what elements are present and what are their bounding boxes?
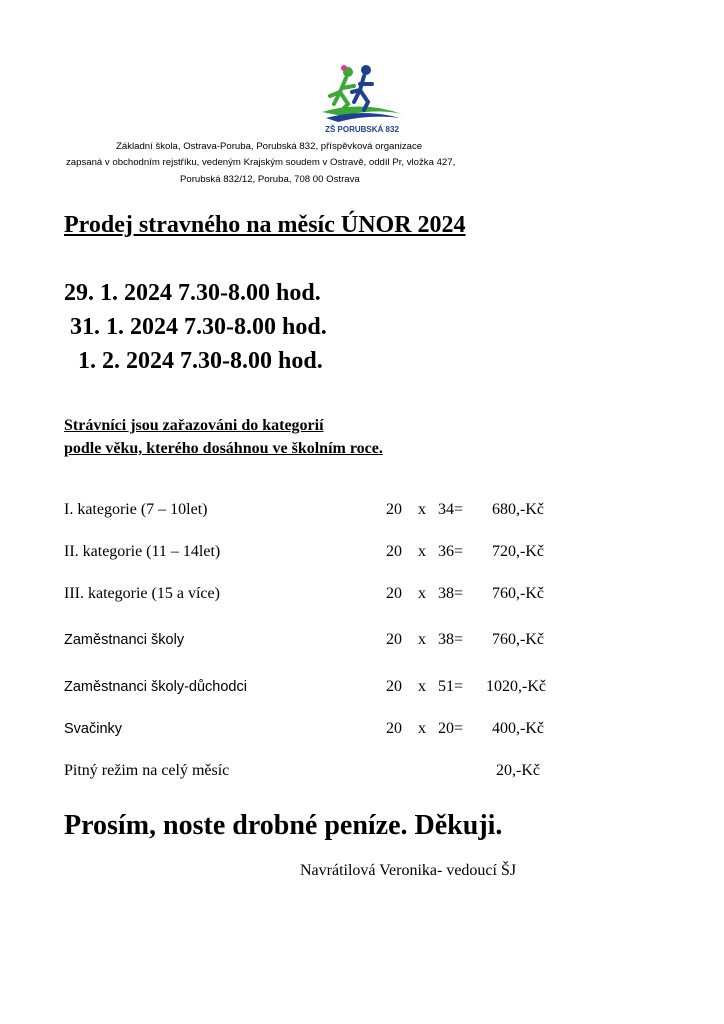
price-category: Pitný režim na celý měsíc [64,762,230,779]
price-rate: 38= [438,585,464,602]
price-rate: 36= [438,543,464,560]
price-days: 20 [386,631,402,648]
price-category: III. kategorie (15 a více) [64,585,220,602]
price-rate: 38= [438,631,464,648]
header-line-1: Základní škola, Ostrava-Poruba, Porubská 832, příspěvková organizace [116,141,423,152]
sale-date-3: 1. 2. 2024 7.30-8.00 hod. [78,348,323,374]
price-times: x [418,720,426,737]
runners-logo-icon [318,62,406,138]
price-total: 20,-Kč [496,762,540,779]
price-row [0,543,724,567]
price-category: Svačinky [64,721,123,737]
price-total: 760,-Kč [492,585,544,602]
price-times: x [418,678,426,695]
header-line-2: zapsaná v obchodním rejstříku, vedeným Krajským soudem v Ostravě, oddíl Pr, vložka 427, [66,157,456,168]
category-note-line-2: podle věku, kterého dosáhnou ve školním roce. [64,440,383,457]
price-row [0,631,724,655]
signature: Navrátilová Veronika- vedoucí ŠJ [300,862,517,879]
price-times: x [418,585,426,602]
logo-pink-accent [341,65,347,71]
price-total: 720,-Kč [492,543,544,560]
price-rate: 34= [438,501,464,518]
price-days: 20 [386,678,402,695]
sale-date-1: 29. 1. 2024 7.30-8.00 hod. [64,280,321,306]
price-row [0,762,724,786]
category-note-line-1: Strávníci jsou zařazováni do kategorií [64,417,324,434]
price-category: Zaměstnanci školy-důchodci [64,679,247,695]
logo-runner-blue-body [352,76,372,110]
price-total: 400,-Kč [492,720,544,737]
logo-text: ZŠ PORUBSKÁ 832 [325,125,399,134]
price-row [0,585,724,609]
price-times: x [418,501,426,518]
logo-runner-green-body [330,78,354,110]
logo-runner-blue-head [361,65,371,75]
price-category: Zaměstnanci školy [64,632,185,648]
price-row [0,720,724,744]
price-total: 680,-Kč [492,501,544,518]
closing-message: Prosím, noste drobné peníze. Děkuji. [64,810,503,841]
price-days: 20 [386,720,402,737]
price-times: x [418,631,426,648]
header-line-3: Porubská 832/12, Poruba, 708 00 Ostrava [180,174,360,185]
price-rate: 51= [438,678,464,695]
price-total: 1020,-Kč [486,678,546,695]
page-title: Prodej stravného na měsíc ÚNOR 2024 [64,212,466,238]
price-row [0,678,724,702]
price-days: 20 [386,501,402,518]
price-rate: 20= [438,720,464,737]
price-days: 20 [386,543,402,560]
school-logo [318,62,406,138]
price-times: x [418,543,426,560]
price-total: 760,-Kč [492,631,544,648]
price-category: II. kategorie (11 – 14let) [64,543,221,560]
price-days: 20 [386,585,402,602]
price-category: I. kategorie (7 – 10let) [64,501,208,518]
sale-date-2: 31. 1. 2024 7.30-8.00 hod. [70,314,327,340]
price-row [0,501,724,525]
